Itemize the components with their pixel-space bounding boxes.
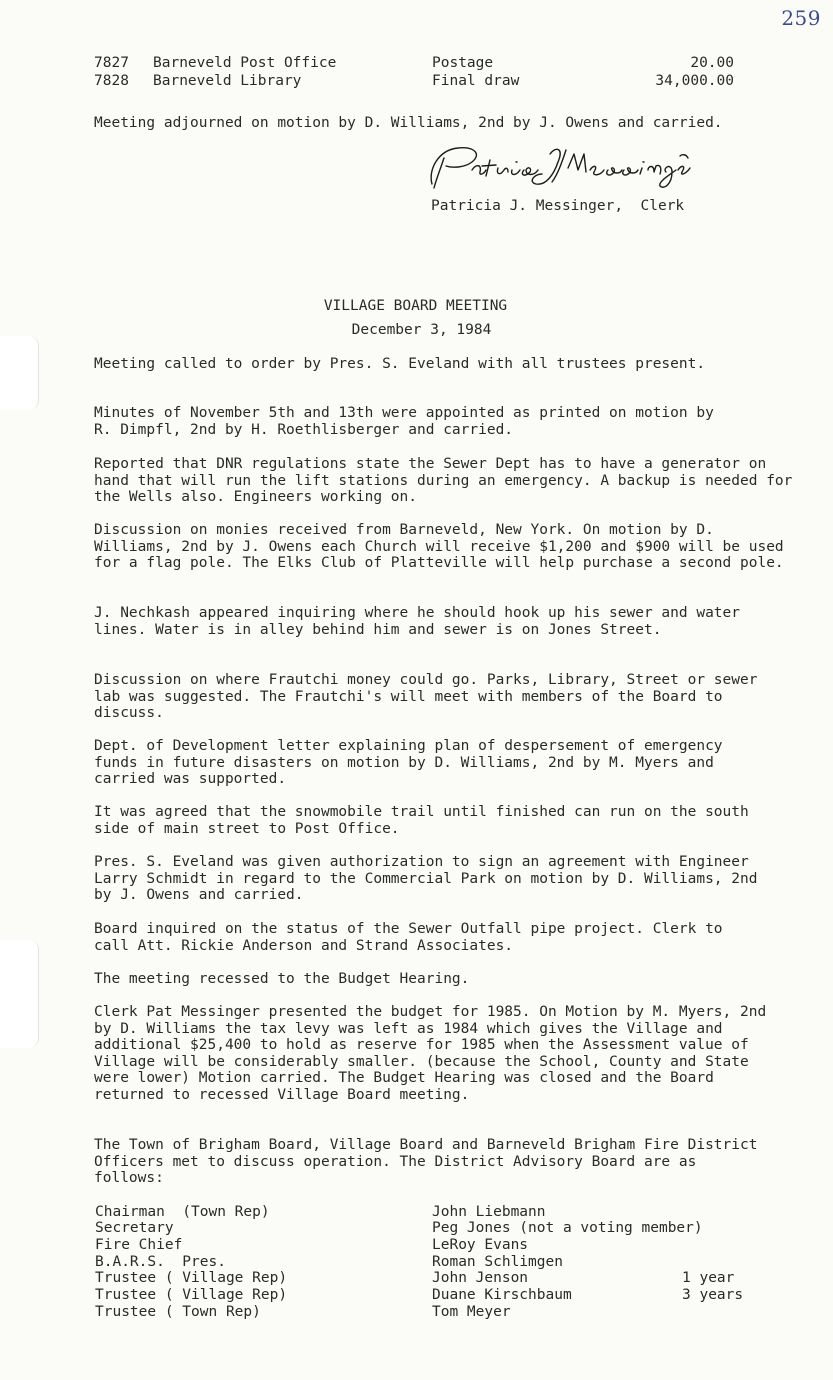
ledger-row	[94, 73, 734, 90]
paragraph: J. Nechkash appeared inquiring where he should hook up his sewer and water lines. Water is in alley behind him and sewer is on Jones Street.	[94, 605, 741, 638]
paragraph: Clerk Pat Messinger presented the budget for 1985. On Motion by M. Myers, 2nd by D. Williams the tax levy was left as 1984 which gives the Village and additional $25,400 to hold as reserve for 1985 when the Assessment value of Village will be considerably smaller. (because the School, County and State were lower) Motion carried. The Budget Hearing was closed and the Board returned to recessed Village Board meeting.	[94, 1004, 767, 1103]
ledger-number: 7828	[94, 73, 129, 89]
clerk-signature	[424, 140, 694, 198]
left-margin-tab-bottom	[0, 940, 39, 1048]
officer-role: Trustee ( Village Rep)	[95, 1287, 288, 1303]
paragraph: Pres. S. Eveland was given authorization to sign an agreement with Engineer Larry Schmidt in regard to the Commercial Park on motion by D. Williams, 2nd by J. Owens and carried.	[94, 854, 758, 904]
clerk-name: Patricia J. Messinger, Clerk	[431, 198, 685, 214]
officer-name: Tom Meyer	[432, 1304, 511, 1320]
officer-role: Secretary	[95, 1220, 174, 1236]
officer-row	[95, 1204, 755, 1221]
paragraph: It was agreed that the snowmobile trail until finished can run on the south side of main street to Post Office.	[94, 804, 749, 837]
officer-row	[95, 1237, 755, 1254]
paragraph: Minutes of November 5th and 13th were appointed as printed on motion by R. Dimpfl, 2nd by H. Roethlisberger and carried.	[94, 405, 714, 438]
ledger-row	[94, 55, 734, 72]
officer-row	[95, 1287, 755, 1304]
ledger-purpose: Final draw	[432, 73, 520, 89]
officer-role: Fire Chief	[95, 1237, 183, 1253]
paragraph: Meeting called to order by Pres. S. Eveland with all trustees present.	[94, 356, 706, 372]
paragraph: Reported that DNR regulations state the Sewer Dept has to have a generator on hand that will run the lift stations during an emergency. A backup is needed for the Wells also. Engineers working on.	[94, 456, 793, 506]
officer-name: Duane Kirschbaum	[432, 1287, 572, 1303]
officer-name: LeRoy Evans	[432, 1237, 529, 1253]
ledger-amount: 20.00	[690, 55, 734, 71]
ledger-purpose: Postage	[432, 55, 494, 71]
officer-row	[95, 1304, 755, 1321]
paragraph: Discussion on monies received from Barneveld, New York. On motion by D. Williams, 2nd by J. Owens each Church will receive $1,200 and $900 will be used for a flag pole. The Elks Club of Platteville will help purchase a second pole.	[94, 522, 784, 572]
officer-row	[95, 1220, 755, 1237]
officer-name: John Jenson	[432, 1270, 529, 1286]
page-number: 259	[781, 6, 821, 30]
officer-role: Trustee ( Village Rep)	[95, 1270, 288, 1286]
officer-term: 1 year	[682, 1270, 735, 1286]
paragraph: Discussion on where Frautchi money could go. Parks, Library, Street or sewer lab was suggested. The Frautchi's will meet with members of the Board to discuss.	[94, 672, 758, 722]
officer-term: 3 years	[682, 1287, 744, 1303]
paragraph: Board inquired on the status of the Sewer Outfall pipe project. Clerk to call Att. Rickie Anderson and Strand Associates.	[94, 921, 723, 954]
officer-row	[95, 1254, 755, 1271]
adjournment-text: Meeting adjourned on motion by D. Williams, 2nd by J. Owens and carried.	[94, 115, 723, 131]
officer-name: John Liebmann	[432, 1204, 546, 1220]
ledger-number: 7827	[94, 55, 129, 71]
officer-row	[95, 1270, 755, 1287]
paragraph: The Town of Brigham Board, Village Board and Barneveld Brigham Fire District Officers met to discuss operation. The District Advisory Board are as follows:	[94, 1137, 758, 1187]
officer-name: Peg Jones (not a voting member)	[432, 1220, 703, 1236]
ledger-payee: Barneveld Library	[153, 73, 302, 89]
paragraph: The meeting recessed to the Budget Hearing.	[94, 971, 470, 987]
ledger-amount: 34,000.00	[655, 73, 734, 89]
ledger-payee: Barneveld Post Office	[153, 55, 337, 71]
paragraph: Dept. of Development letter explaining plan of despersement of emergency funds in future disasters on motion by D. Williams, 2nd by M. Myers and carried was supported.	[94, 738, 723, 788]
officer-name: Roman Schlimgen	[432, 1254, 563, 1270]
meeting-title: VILLAGE BOARD MEETING	[323, 298, 508, 314]
officer-role: B.A.R.S. Pres.	[95, 1254, 226, 1270]
left-margin-tab-top	[0, 336, 39, 410]
officer-role: Trustee ( Town Rep)	[95, 1304, 261, 1320]
meeting-date: December 3, 1984	[351, 322, 492, 338]
officer-role: Chairman (Town Rep)	[95, 1204, 270, 1220]
